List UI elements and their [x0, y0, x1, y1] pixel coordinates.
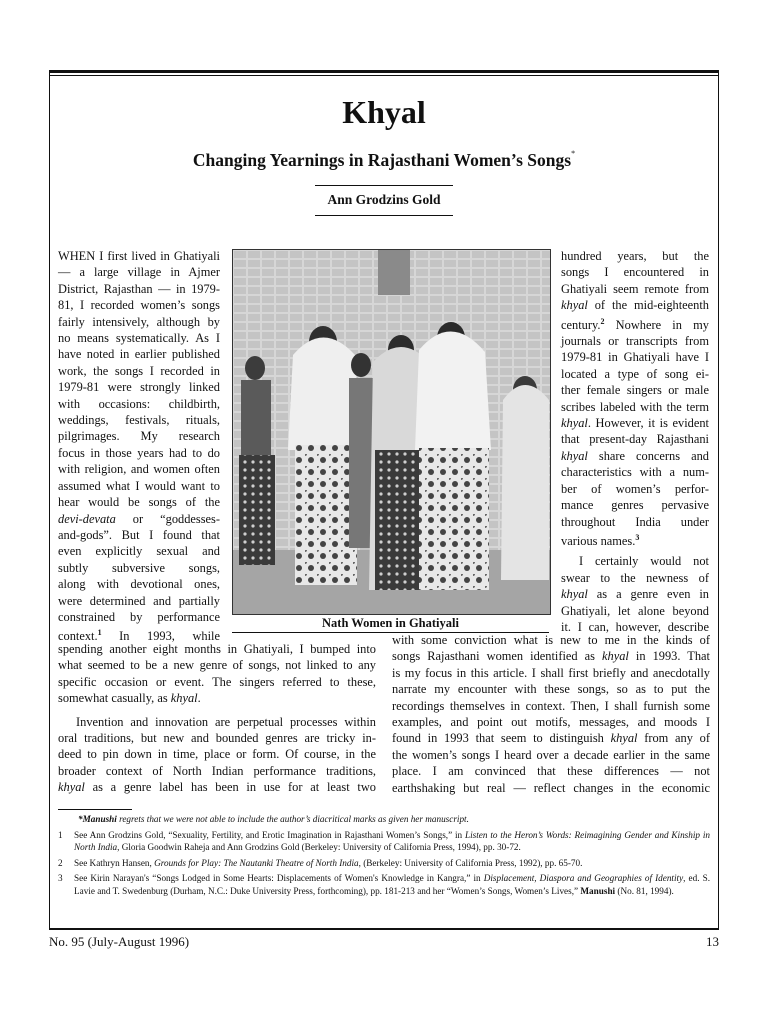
body-line-head: somewhat casually, as	[58, 691, 171, 706]
footnote-title: Displacement, Diaspora and Geographies of Identity	[483, 873, 684, 884]
article-title: Khyal	[342, 94, 426, 130]
top-rule-thick	[49, 70, 719, 73]
subtitle-footnote-mark: *	[571, 149, 576, 158]
left-line: District, Rajasthan — in 1979-	[58, 281, 220, 296]
top-rule-thin	[49, 75, 719, 76]
left-line-tail: In 1993, while	[101, 629, 220, 644]
body-line: spending another eight months in Ghatiyali, I bumped into	[58, 642, 376, 656]
footnote-text: , ed. S. Lavie and T. Swedenburg (Durham, N.C.: Duke University Press, forthcoming), pp. 181-213 and her “Women’s Songs, Women’s Lives,”	[74, 873, 711, 896]
footnote-1	[58, 829, 710, 854]
footnotes	[58, 813, 710, 901]
left-line: — a large village in Ajmer	[58, 265, 220, 280]
body-line: narrate my encounter with these songs, so as to put the	[392, 682, 710, 697]
right-line	[561, 314, 709, 333]
author-name: Ann Grodzins Gold	[327, 192, 441, 207]
right-line-head: century.	[561, 317, 601, 332]
right-line: located a type of song ei-	[561, 366, 709, 381]
right-line: hundred years, but the	[561, 249, 709, 263]
right-line-head: various names.	[561, 533, 636, 548]
left-column	[58, 248, 220, 645]
right-line: scribes labeled with the term	[561, 399, 709, 414]
left-line: have noted in earlier published	[58, 347, 220, 362]
footnote-star-text: regrets that we were not able to include the author’s diacritical marks as given her manuscript.	[116, 814, 469, 824]
body-line: examples, and point out motifs, messages, and moods I	[392, 715, 710, 730]
right-column	[561, 248, 709, 635]
left-line-head: context.	[58, 629, 98, 644]
left-line: constrained by performance	[58, 609, 220, 624]
right-line: it. I can, however, describe	[561, 619, 709, 634]
left-line: were determined and partially	[58, 593, 220, 608]
term-khyal: khyal	[561, 448, 588, 463]
left-line: WHEN I first lived in Ghatiyali	[58, 249, 220, 263]
body-line: earthshaking but real — reflect changes in the economic	[392, 780, 710, 795]
term-khyal: khyal	[561, 298, 588, 313]
right-line-tail: as a genre even in	[587, 587, 709, 602]
left-line: weddings, festivals, rituals,	[58, 413, 220, 428]
right-line: 1979-81 in Ghatiyali have I	[561, 350, 709, 365]
subtitle-text: Changing Yearnings in Rajasthani Women’s Songs	[192, 150, 572, 170]
term-khyal: khyal	[58, 780, 85, 795]
left-line: with religion, and women often	[58, 462, 220, 477]
footnote-ref-3: 3	[635, 532, 640, 542]
footnote-3	[58, 872, 710, 897]
right-line-tail: of the mid-eighteenth	[587, 298, 709, 313]
photo-nath-women	[232, 249, 551, 615]
footnote-number: 2	[58, 857, 63, 868]
left-line: with occasions: childbirth,	[58, 396, 220, 411]
body-line-tail: .	[197, 691, 201, 706]
body-line	[58, 690, 376, 706]
right-line: characteristics with a num-	[561, 465, 709, 480]
footnote-star	[58, 813, 710, 826]
bottom-right-column	[392, 632, 710, 796]
term-khyal: khyal	[170, 691, 198, 706]
body-line: specific occasion or event. The singers referred to these,	[58, 674, 376, 689]
term-khyal: khyal	[602, 649, 629, 664]
photo-illustration	[233, 250, 550, 614]
footnote-journal: Manushi	[580, 885, 616, 896]
term-khyal: khyal	[610, 731, 638, 746]
article-subtitle	[49, 143, 719, 171]
author-box	[315, 185, 453, 216]
footnote-text: See Ann Grodzins Gold, “Sexuality, Fertility, and Erotic Imagination in Rajasthani Women’s Songs,” in	[74, 829, 465, 840]
left-line: subtly subversive songs,	[58, 560, 220, 575]
left-line: hear would be songs of the	[58, 495, 220, 510]
body-line: the women’s songs I heard over a decade earlier in the same	[392, 747, 710, 762]
left-line: fairly intensively, although by	[58, 314, 220, 329]
right-line: Ghatiyali seem remote from	[561, 281, 709, 296]
issue-label: No. 95 (July-August 1996)	[49, 934, 190, 949]
footnote-rule	[58, 809, 132, 810]
body-line: Invention and innovation are perpetual processes within	[76, 714, 376, 729]
footnote-number: 1	[58, 829, 63, 840]
footnote-title: Grounds for Play: The Nautanki Theatre of North India	[154, 857, 359, 868]
term-khyal: khyal	[561, 416, 588, 431]
left-line: no means systematically. As I	[58, 331, 220, 346]
left-line: and-gods”. But I found that	[58, 527, 220, 542]
term-devi-devata: devi-devata	[58, 511, 116, 526]
right-line	[561, 448, 709, 464]
right-line: journals or transcripts from	[561, 334, 709, 349]
right-line: ther female singers or male	[561, 383, 709, 398]
left-line: pilgrimages. My research	[58, 429, 220, 444]
left-line: work, the songs I recorded in	[58, 363, 220, 378]
footnote-title: Listen to the Heron’s Words: Reimagining Gender and Kinship in North India	[74, 829, 710, 853]
right-line: swear to the newness of	[561, 570, 709, 585]
body-line: oral traditions, but new and bounded genres are tricky in-	[58, 731, 376, 746]
right-line: throughout India under	[561, 514, 709, 529]
right-line-tail: share concerns and	[587, 448, 709, 463]
body-line: found in 1993 that seem to distinguish khyal from any of	[392, 731, 711, 746]
right-line	[561, 586, 709, 602]
page-number: 13	[706, 934, 719, 949]
left-line: 1979-81 were strongly linked	[58, 380, 220, 395]
footnote-ref-1: 1	[97, 628, 102, 638]
footnote-2	[58, 857, 710, 870]
right-line: mance genres pervasive	[561, 498, 709, 513]
body-line: recordings themselves in context. Then, I shall furnish some	[392, 698, 710, 713]
footnote-text: , Gloria Goodwin Raheja and Ann Grodzins Gold (Berkeley: University of California Press, 1994), pp. 30-72.	[117, 842, 521, 853]
footnote-text: See Kirin Narayan's “Songs Lodged in Some Hearts: Displacements of Women's Knowledge in Kangra,” in	[74, 873, 484, 884]
left-line: 81, I recorded women’s songs	[58, 298, 220, 313]
body-line: deed to pin down in time, place or form. Of course, in the	[58, 747, 376, 762]
right-line: Ghatiyali, let alone beyond	[561, 603, 709, 618]
right-line-tail: . However, it is evident	[587, 416, 709, 431]
left-line-tail: or “goddesses-	[115, 511, 220, 526]
footnote-number: 3	[58, 873, 63, 884]
left-line	[58, 511, 220, 527]
body-line-tail: as a genre label has been in use for at least two	[84, 780, 376, 795]
left-line: along with devotional ones,	[58, 577, 220, 592]
footnote-text: (No. 81, 1994).	[615, 885, 674, 896]
footnote-text: , (Berkeley: University of California Press, 1992), pp. 65-70.	[358, 857, 583, 868]
footnote-star-label: *Manushi	[78, 814, 117, 824]
body-line: what seemed to be a new genre of songs, not linked to any	[58, 658, 376, 673]
left-line: focus in those years had to do	[58, 445, 220, 460]
right-line: songs I encountered in	[561, 265, 709, 280]
right-line: I certainly would not	[579, 554, 709, 569]
photo-caption: Nath Women in Ghatiyali	[322, 616, 459, 630]
body-line	[58, 779, 376, 795]
body-line: place. I am convinced that these differences — not	[392, 764, 710, 779]
term-khyal: khyal	[561, 587, 588, 602]
body-line: is my focus in this article. I shall first briefly and anecdotally	[392, 665, 710, 680]
left-line: assumed what I would want to	[58, 478, 220, 493]
left-line: even explicitly sexual and	[58, 544, 220, 559]
bottom-left-column	[58, 641, 376, 796]
right-line: ber of women’s perfor-	[561, 481, 709, 496]
right-line: that present-day Rajasthani	[561, 432, 709, 447]
right-line-tail: Nowhere in my	[604, 317, 709, 332]
right-line	[561, 297, 709, 313]
footnote-text: See Kathryn Hansen,	[74, 857, 155, 868]
body-line: broader context of North Indian performance traditions,	[58, 763, 376, 778]
body-line: with some conviction what is new to me in the kinds of	[392, 633, 710, 647]
right-line	[561, 530, 709, 549]
right-line	[561, 415, 709, 431]
body-line: songs Rajasthani women identified as khyal in 1993. That	[392, 649, 710, 664]
footnote-ref-2: 2	[600, 316, 605, 326]
